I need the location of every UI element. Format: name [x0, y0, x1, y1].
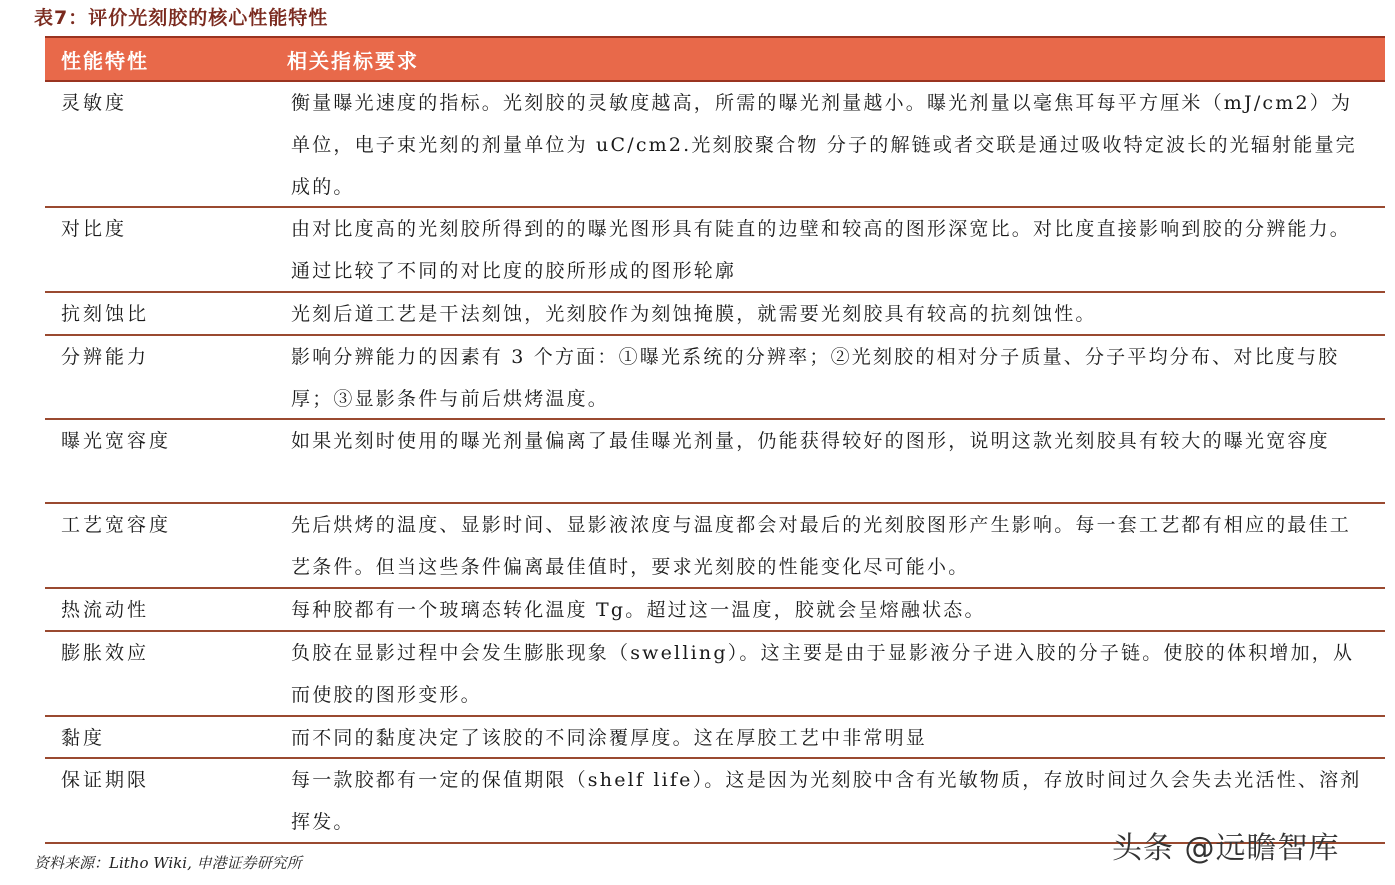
row-requirement: 先后烘烤的温度、显影时间、显影液浓度与温度都会对最后的光刻胶图形产生影响。每一套工艺都有相应的最佳工艺条件。但当这些条件偏离最佳值时，要求光刻胶的性能变化尽可能小。: [291, 514, 1352, 578]
row-requirement: 而不同的黏度决定了该胶的不同涂覆厚度。这在厚胶工艺中非常明显: [291, 727, 928, 749]
table-row: [45, 504, 1385, 589]
row-property: 抗刻蚀比: [61, 303, 150, 325]
header-requirement: 相关指标要求: [287, 48, 419, 73]
row-property: 对比度: [61, 218, 128, 240]
row-property: 保证期限: [61, 769, 150, 791]
table-row: [45, 632, 1385, 717]
row-property: 黏度: [61, 727, 106, 749]
row-property: 曝光宽容度: [61, 430, 172, 452]
table-row: [45, 293, 1385, 336]
row-property: 分辨能力: [61, 346, 150, 368]
row-requirement: 光刻后道工艺是干法刻蚀，光刻胶作为刻蚀掩膜，就需要光刻胶具有较高的抗刻蚀性。: [291, 303, 1097, 325]
table-row: [45, 589, 1385, 632]
row-requirement: 每一款胶都有一定的保值期限（shelf life）。这是因为光刻胶中含有光敏物质，存放时间过久会失去光活性、溶剂挥发。: [291, 769, 1362, 833]
table-row: [45, 717, 1385, 759]
row-property: 膨胀效应: [61, 642, 150, 664]
table-row: [45, 82, 1385, 208]
row-requirement: 负胶在显影过程中会发生膨胀现象（swelling）。这主要是由于显影液分子进入胶的分子链。使胶的体积增加，从而使胶的图形变形。: [291, 642, 1355, 706]
row-requirement: 影响分辨能力的因素有 3 个方面：①曝光系统的分辨率；②光刻胶的相对分子质量、分子平均分布、对比度与胶厚；③显影条件与前后烘烤温度。: [291, 346, 1340, 410]
row-requirement: 由对比度高的光刻胶所得到的的曝光图形具有陡直的边壁和较高的图形深宽比。对比度直接影响到胶的分辨能力。通过比较了不同的对比度的胶所形成的图形轮廓: [291, 218, 1352, 282]
table-caption: 表7：评价光刻胶的核心性能特性: [34, 7, 329, 29]
row-property: 灵敏度: [61, 92, 128, 114]
row-requirement: 衡量曝光速度的指标。光刻胶的灵敏度越高，所需的曝光剂量越小。曝光剂量以毫焦耳每平方厘米（mJ/cm2）为单位，电子束光刻的剂量单位为 uC/cm2.光刻胶聚合物 分子的解链或者交联是通过吸收特定波长的光辐射能量完成的。: [291, 92, 1357, 198]
table-row: [45, 336, 1385, 420]
row-requirement: 每种胶都有一个玻璃态转化温度 Tg。超过这一温度，胶就会呈熔融状态。: [291, 599, 986, 621]
table-header: [45, 36, 1385, 82]
table-row: [45, 208, 1385, 293]
row-property: 工艺宽容度: [61, 514, 172, 536]
header-property: 性能特性: [61, 48, 149, 73]
row-requirement: 如果光刻时使用的曝光剂量偏离了最佳曝光剂量，仍能获得较好的图形，说明这款光刻胶具有较大的曝光宽容度: [291, 430, 1330, 452]
source-note: 资料来源：Litho Wiki, 申港证券研究所: [34, 854, 302, 872]
table-row: [45, 420, 1385, 504]
row-property: 热流动性: [61, 599, 150, 621]
watermark: 头条 @远瞻智库: [1112, 831, 1340, 866]
performance-table: [45, 36, 1385, 844]
